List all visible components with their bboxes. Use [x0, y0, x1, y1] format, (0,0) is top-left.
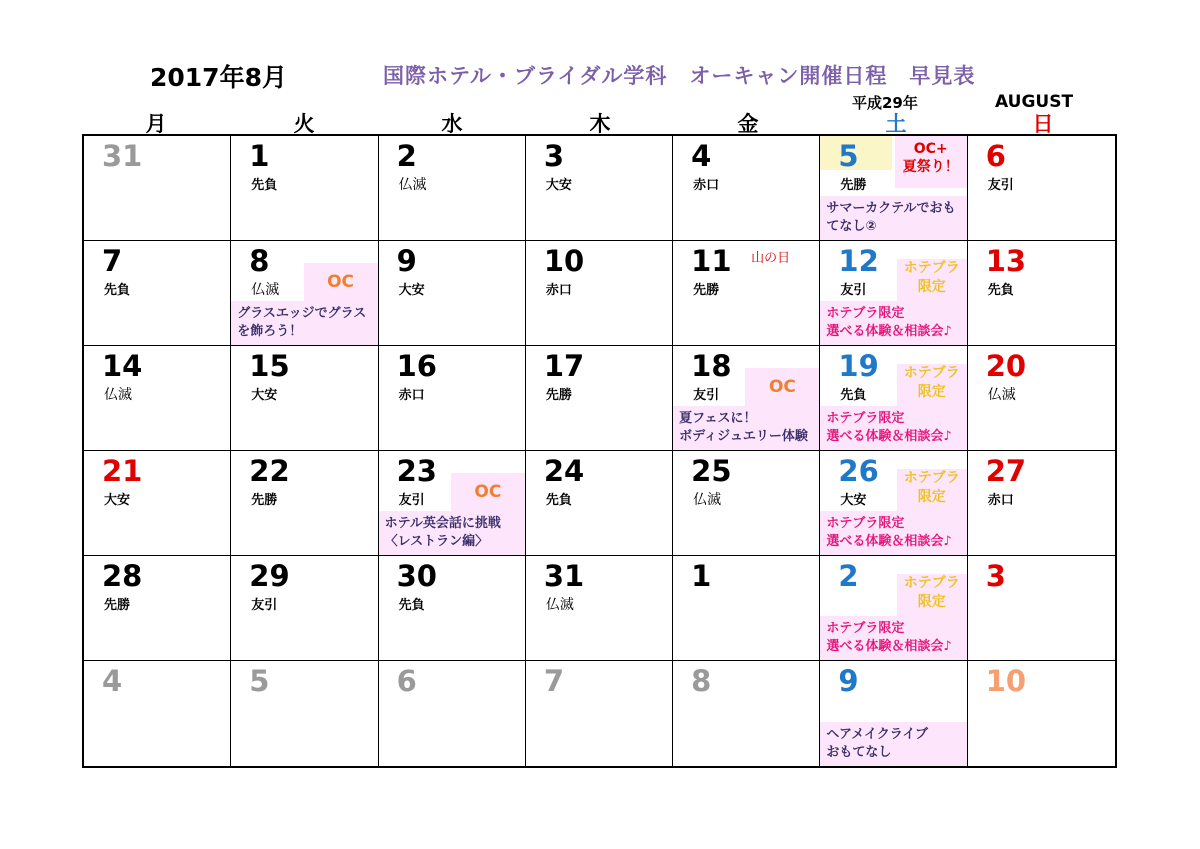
weekday-sun: 日	[1032, 112, 1054, 136]
calendar-day-cell	[231, 241, 378, 346]
event-tag: OC	[304, 263, 378, 301]
day-number: 4	[102, 664, 123, 698]
event-description: ホテブラ限定 選べる体験＆相談会♪	[820, 301, 966, 345]
calendar-day-cell	[231, 556, 378, 661]
rokuyo-label: 仏滅	[398, 177, 427, 193]
event-description: ホテル英会話に挑戦 〈レストラン編〉	[379, 511, 525, 555]
event-tag: ホテブラ 限定	[897, 259, 967, 301]
rokuyo-label: 先負	[104, 283, 131, 298]
event-tag: OC+ 夏祭り！	[895, 136, 967, 188]
calendar-day-cell	[379, 556, 526, 661]
rokuyo-label: 先負	[545, 493, 572, 508]
rokuyo-label: 大安	[251, 388, 278, 403]
calendar-day-cell	[84, 346, 231, 451]
rokuyo-label: 仏滅	[987, 387, 1016, 403]
calendar-day-cell	[968, 661, 1115, 766]
day-number: 20	[985, 349, 1027, 383]
event-tag: OC	[745, 368, 819, 406]
day-number: 21	[102, 454, 143, 488]
event-description: サマーカクテルでおもてなし②	[820, 196, 966, 240]
rokuyo-label: 大安	[840, 493, 867, 508]
event-tag: ホテブラ 限定	[897, 469, 967, 511]
weekday-tue: 火	[293, 112, 315, 136]
calendar-day-cell	[673, 241, 820, 346]
day-number: 6	[985, 139, 1006, 173]
day-number: 24	[543, 454, 585, 488]
day-number: 19	[838, 349, 879, 383]
day-number: 5	[249, 664, 270, 698]
calendar-day-cell	[673, 556, 820, 661]
era-label: 平成29年	[852, 94, 918, 112]
calendar-day-cell	[84, 136, 231, 241]
calendar-day-cell	[379, 661, 526, 766]
calendar-day-cell	[968, 346, 1115, 451]
day-number: 10	[985, 664, 1027, 698]
event-description: ホテブラ限定 選べる体験＆相談会♪	[820, 511, 966, 555]
day-number: 26	[838, 454, 879, 488]
day-number: 5	[838, 139, 859, 173]
calendar-grid	[82, 134, 1117, 768]
day-number: 4	[691, 139, 712, 173]
calendar-title: 国際ホテル・ブライダル学科 オーキャン開催日程 早見表	[383, 64, 976, 88]
rokuyo-label: 赤口	[398, 388, 425, 403]
rokuyo-label: 先負	[987, 283, 1014, 298]
day-number: 3	[543, 139, 565, 173]
weekday-thu: 木	[589, 112, 611, 136]
rokuyo-label: 先勝	[840, 178, 867, 193]
weekday-sat: 土	[885, 112, 907, 136]
rokuyo-label: 友引	[840, 283, 867, 298]
rokuyo-label: 友引	[693, 388, 720, 403]
rokuyo-label: 赤口	[693, 178, 720, 193]
calendar-day-cell	[820, 451, 967, 556]
day-number: 27	[985, 454, 1027, 488]
day-number: 1	[249, 139, 270, 173]
day-number: 31	[102, 139, 143, 173]
event-description: ホテブラ限定 選べる体験＆相談会♪	[820, 406, 966, 450]
day-number: 2	[838, 559, 859, 593]
holiday-label: 山の日	[751, 251, 791, 266]
day-number: 9	[838, 664, 859, 698]
rokuyo-label: 先勝	[104, 598, 131, 613]
rokuyo-label: 友引	[987, 178, 1014, 193]
rokuyo-label: 大安	[398, 283, 425, 298]
day-number: 11	[691, 244, 732, 278]
day-number: 12	[838, 244, 879, 278]
calendar-day-cell	[526, 451, 673, 556]
rokuyo-label: 大安	[104, 493, 131, 508]
day-number: 3	[985, 559, 1006, 593]
day-number: 28	[102, 559, 143, 593]
day-number: 17	[543, 349, 585, 383]
rokuyo-label: 赤口	[545, 283, 572, 298]
calendar-day-cell	[526, 661, 673, 766]
event-description: グラスエッジでグラスを飾ろう！	[231, 301, 377, 345]
calendar-day-cell	[379, 241, 526, 346]
day-number: 8	[691, 664, 712, 698]
day-number: 1	[691, 559, 712, 593]
rokuyo-label: 先勝	[693, 283, 720, 298]
day-number: 30	[396, 559, 437, 593]
rokuyo-label: 仏滅	[251, 282, 280, 298]
calendar-day-cell	[820, 346, 967, 451]
day-number: 7	[102, 244, 123, 278]
day-number: 29	[249, 559, 290, 593]
day-number: 13	[985, 244, 1027, 278]
event-tag: ホテブラ 限定	[897, 574, 967, 616]
event-description: 夏フェスに！ ボディジュエリー体験	[673, 406, 819, 450]
calendar-day-cell	[231, 346, 378, 451]
weekday-wed: 水	[441, 112, 463, 136]
calendar-year-month: 2017年8月	[150, 63, 287, 92]
month-english-label: AUGUST	[995, 92, 1074, 112]
day-number: 6	[396, 664, 417, 698]
rokuyo-label: 赤口	[987, 493, 1014, 508]
calendar-day-cell	[84, 661, 231, 766]
day-number: 10	[543, 244, 585, 278]
calendar-day-cell	[84, 451, 231, 556]
calendar-day-cell	[820, 556, 967, 661]
day-number: 14	[102, 349, 143, 383]
calendar-day-cell	[526, 241, 673, 346]
day-number: 25	[691, 454, 732, 488]
weekday-fri: 金	[737, 112, 759, 136]
event-tag: ホテブラ 限定	[897, 364, 967, 406]
day-number: 18	[691, 349, 732, 383]
rokuyo-label: 先勝	[545, 388, 572, 403]
calendar-day-cell	[968, 556, 1115, 661]
calendar-day-cell	[84, 241, 231, 346]
calendar-day-cell	[231, 451, 378, 556]
rokuyo-label: 仏滅	[693, 492, 722, 508]
event-description: ヘアメイクライブ おもてなし	[820, 722, 966, 766]
rokuyo-label: 友引	[251, 598, 278, 613]
day-number: 7	[543, 664, 565, 698]
day-number: 23	[396, 454, 437, 488]
event-tag: OC	[451, 473, 525, 511]
calendar-day-cell	[379, 136, 526, 241]
calendar-day-cell	[526, 556, 673, 661]
calendar-day-cell	[820, 661, 967, 766]
rokuyo-label: 先負	[840, 388, 867, 403]
day-number: 15	[249, 349, 290, 383]
event-description: ホテブラ限定 選べる体験＆相談会♪	[820, 616, 966, 660]
calendar-day-cell	[673, 661, 820, 766]
rokuyo-label: 友引	[398, 493, 425, 508]
weekday-mon: 月	[145, 112, 167, 136]
calendar-day-cell	[968, 136, 1115, 241]
day-number: 31	[543, 559, 585, 593]
calendar-day-cell	[968, 451, 1115, 556]
calendar-day-cell	[379, 451, 526, 556]
rokuyo-label: 先負	[251, 178, 278, 193]
day-number: 9	[396, 244, 417, 278]
rokuyo-label: 仏滅	[104, 387, 132, 403]
rokuyo-label: 先負	[398, 598, 425, 613]
calendar-day-cell	[526, 136, 673, 241]
calendar-day-cell	[673, 451, 820, 556]
calendar-day-cell	[231, 661, 378, 766]
rokuyo-label: 大安	[545, 178, 572, 193]
day-number: 16	[396, 349, 437, 383]
calendar-day-cell	[673, 136, 820, 241]
calendar-day-cell	[526, 346, 673, 451]
calendar-day-cell	[84, 556, 231, 661]
day-number: 8	[249, 244, 270, 278]
calendar-day-cell	[968, 241, 1115, 346]
rokuyo-label: 先勝	[251, 493, 278, 508]
calendar-day-cell	[231, 136, 378, 241]
calendar-day-cell	[379, 346, 526, 451]
day-number: 22	[249, 454, 290, 488]
day-number: 2	[396, 139, 417, 173]
rokuyo-label: 仏滅	[545, 597, 574, 613]
calendar-day-cell	[820, 241, 967, 346]
calendar-day-cell	[820, 136, 967, 241]
calendar-day-cell	[673, 346, 820, 451]
